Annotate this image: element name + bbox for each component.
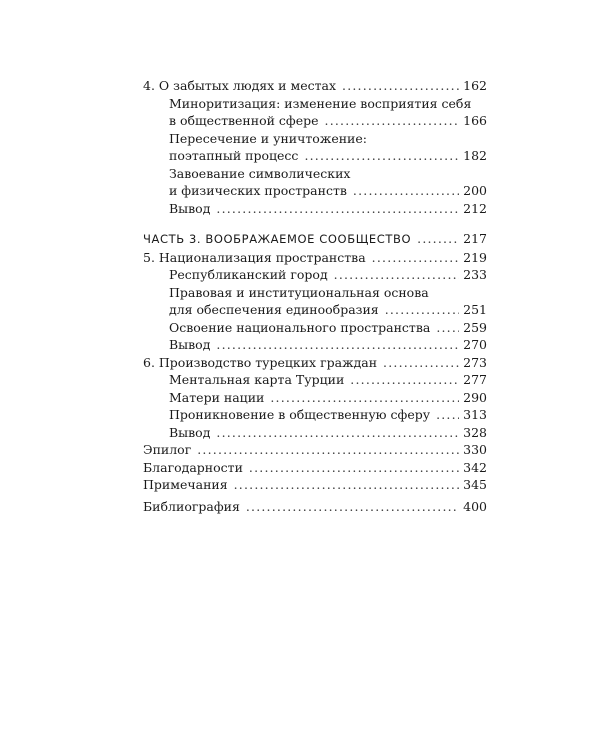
toc-entry-title: 5. Национализация пространства (143, 249, 366, 265)
toc-line (169, 301, 487, 319)
toc-line (169, 336, 487, 354)
toc-line (143, 498, 487, 516)
toc-entry-title: 6. Производство турецких граждан (143, 354, 378, 370)
toc-page-number: 219 (463, 249, 487, 265)
toc-entry-title: Освоение национального пространства (169, 319, 431, 335)
toc-page-number: 277 (463, 372, 487, 387)
toc-entry-title: Вывод (169, 424, 211, 440)
toc-line (169, 319, 487, 337)
toc-entry-ch6-s1[interactable] (143, 371, 487, 389)
toc-page-number: 313 (463, 407, 487, 422)
toc-entry-ch4-s2[interactable] (143, 130, 487, 165)
toc-entry-bibliography[interactable] (143, 498, 487, 516)
toc-page-number: 328 (463, 424, 487, 440)
dot-leader (216, 336, 459, 354)
toc-entry-ch5[interactable] (143, 249, 487, 267)
dot-leader (325, 112, 460, 130)
toc-block-chapters-5-6 (143, 249, 487, 494)
toc-line (169, 130, 487, 148)
toc-line (143, 354, 487, 372)
dot-leader (216, 424, 459, 442)
dot-leader (342, 77, 459, 95)
dot-leader (334, 266, 460, 284)
toc-entry-ch5-s3[interactable] (143, 319, 487, 337)
toc-line (143, 230, 487, 249)
toc-entry-title: Матери нации (169, 389, 265, 405)
toc-line (143, 249, 487, 267)
toc-entry-title: и физических пространств (169, 183, 347, 198)
toc-entry-ch6[interactable] (143, 354, 487, 372)
toc-entry-title: 4. О забытых людях и местах (143, 78, 337, 93)
toc-entry-ch5-s4[interactable] (143, 336, 487, 354)
toc-page-number: 270 (463, 337, 487, 352)
toc-entry-title: в общественной сфере (169, 113, 319, 128)
toc-page-number: 345 (463, 477, 487, 492)
toc-entry-title: поэтапный процесс (169, 148, 299, 163)
toc-line (169, 182, 487, 200)
dot-leader (249, 459, 459, 477)
toc-page-number: 233 (463, 267, 487, 282)
toc-entry-title: Завоевание символических (169, 165, 351, 181)
dot-leader (246, 498, 459, 516)
toc-entry-title: Вывод (169, 337, 211, 352)
toc-page-number: 259 (463, 319, 487, 335)
dot-leader (353, 182, 459, 200)
dot-leader (216, 200, 459, 218)
toc-entry-title: Миноритизация: изменение восприятия себя (169, 95, 472, 111)
toc-entry-notes[interactable] (143, 476, 487, 494)
dot-leader (197, 441, 459, 459)
toc-page-number: 217 (463, 231, 487, 246)
toc-page-number: 200 (463, 183, 487, 198)
toc-entry-title: Ментальная карта Турции (169, 372, 345, 387)
toc-line (169, 147, 487, 165)
toc-entry-ch4-s4[interactable] (143, 200, 487, 218)
toc-page-number: 182 (463, 148, 487, 163)
toc-line (143, 459, 487, 477)
toc-line (169, 112, 487, 130)
toc-page-number: 330 (463, 442, 487, 457)
toc-page-number: 166 (463, 113, 487, 128)
toc-entry-title: Библиография (143, 498, 240, 514)
toc-line (143, 441, 487, 459)
toc-entry-title: Правовая и институциональная основа (169, 284, 429, 300)
toc-entry-ch5-s1[interactable] (143, 266, 487, 284)
toc-line (169, 165, 487, 183)
toc-line (169, 284, 487, 302)
spacer (143, 217, 487, 230)
toc-entry-title: Проникновение в общественную сферу (169, 407, 431, 422)
dot-leader (417, 230, 459, 248)
toc-line (169, 389, 487, 407)
toc-entry-title: для обеспечения единообразия (169, 302, 379, 317)
toc-entry-title: Пересечение и уничтожение: (169, 130, 367, 146)
toc-line (143, 476, 487, 494)
toc-block-chapter-4 (143, 77, 487, 217)
toc-entry-title: Эпилог (143, 442, 192, 457)
toc-page-number: 273 (463, 354, 487, 370)
toc-line (169, 406, 487, 424)
toc-entry-title: Вывод (169, 200, 211, 216)
toc-entry-ch6-s4[interactable] (143, 424, 487, 442)
dot-leader (270, 389, 459, 407)
toc-line (169, 200, 487, 218)
dot-leader (383, 354, 459, 372)
table-of-contents (143, 77, 487, 515)
toc-page-number: 251 (463, 302, 487, 317)
toc-entry-thanks[interactable] (143, 459, 487, 477)
toc-entry-ch4-s1[interactable] (143, 95, 487, 130)
dot-leader (350, 371, 459, 389)
toc-entry-ch4-s3[interactable] (143, 165, 487, 200)
toc-part-3[interactable] (143, 230, 487, 249)
toc-page-number: 162 (463, 78, 487, 93)
dot-leader (234, 476, 460, 494)
dot-leader (385, 301, 459, 319)
dot-leader (436, 319, 459, 337)
toc-line (169, 95, 487, 113)
toc-entry-title: Примечания (143, 477, 228, 492)
toc-entry-ch6-s2[interactable] (143, 389, 487, 407)
toc-line (169, 266, 487, 284)
toc-line (169, 371, 487, 389)
toc-page-number: 212 (463, 200, 487, 216)
toc-line (143, 77, 487, 95)
toc-page-number: 400 (463, 498, 487, 514)
toc-entry-title: Республиканский город (169, 267, 328, 282)
dot-leader (304, 147, 459, 165)
toc-line (169, 424, 487, 442)
toc-page-number: 342 (463, 459, 487, 475)
dot-leader (436, 406, 459, 424)
toc-page-number: 290 (463, 389, 487, 405)
toc-entry-ch6-s3[interactable] (143, 406, 487, 424)
toc-entry-epilogue[interactable] (143, 441, 487, 459)
toc-entry-ch5-s2[interactable] (143, 284, 487, 319)
dot-leader (372, 249, 459, 267)
toc-part-label: ЧАСТЬ 3. ВООБРАЖАЕМОЕ СООБЩЕСТВО (143, 232, 412, 246)
toc-entry-ch4[interactable] (143, 77, 487, 95)
toc-entry-title: Благодарности (143, 459, 243, 475)
